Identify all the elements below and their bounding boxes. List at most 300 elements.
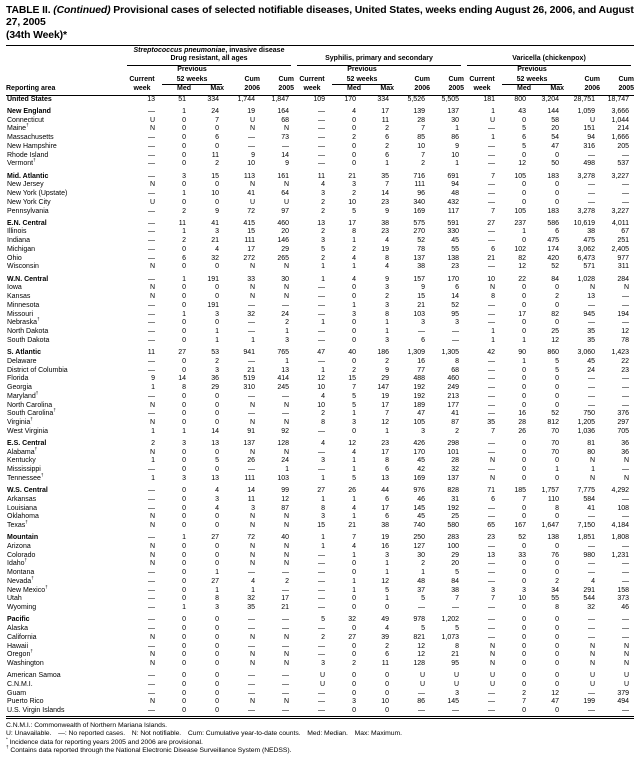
data-cell: 8 [215,595,219,603]
data-cell: 8 [352,228,356,236]
data-cell: 6 [491,245,496,253]
data-cell: 2 [385,642,389,650]
data-cell: 0 [182,586,186,594]
data-cell: — [488,466,496,474]
data-cell: 298 [447,439,460,447]
data-cell: — [282,569,289,577]
data-cell: N [149,419,155,426]
data-cell: 1 [182,310,186,318]
data-cell: 1,757 [541,487,560,495]
table-row [6,616,634,625]
data-cell: 1,744 [237,95,255,103]
data-cell: 0 [182,366,186,374]
data-cell: 12 [417,642,425,650]
data-cell: 3 [321,513,325,521]
col-max: Max [191,85,224,96]
footnote-line: † Contains data reported through the National Electronic Disease Surveillance System (NEDSS). [6,744,292,754]
data-cell: — [148,495,155,503]
data-cell: 945 [583,310,596,318]
data-cell: 12 [281,495,289,503]
data-cell: 11 [317,172,325,180]
data-cell: 3 [385,301,389,309]
data-cell: 11 [381,660,389,668]
data-cell: 0 [182,698,186,706]
data-cell: — [622,466,630,474]
data-cell: 37 [417,586,425,594]
data-cell: 0 [555,384,560,391]
data-cell: 9 [215,207,219,215]
data-cell: 0 [352,357,356,365]
data-cell: 9 [385,207,389,215]
data-cell: 245 [277,384,289,391]
table-row [6,293,634,302]
data-cell: 3 [215,604,219,612]
data-cell: 20 [551,125,560,133]
row-label: U.S. Virgin Islands [7,707,65,715]
data-cell: 1 [455,160,460,168]
data-cell: 0 [215,660,219,668]
data-cell: 45 [587,357,596,365]
data-cell: 47 [551,142,560,150]
data-cell: 82 [551,310,560,318]
data-cell: — [588,689,596,697]
data-cell: — [488,410,496,418]
data-cell: 750 [583,410,596,418]
data-cell: 41 [451,410,460,418]
col-2006: 2006 [564,85,600,96]
data-cell: — [148,328,155,336]
data-cell: — [588,181,596,189]
data-cell: 23 [487,534,496,542]
data-cell: 0 [215,142,219,150]
data-cell: — [488,375,496,383]
data-cell: 170 [344,95,356,103]
data-cell: 0 [215,551,219,559]
data-cell: 0 [522,616,527,624]
data-cell: 1 [421,569,425,577]
data-cell: 36 [621,448,630,456]
data-cell: 0 [352,595,356,603]
data-cell: 1 [352,586,356,594]
data-cell: 6 [555,228,560,236]
row-label: Arizona [7,542,31,550]
data-cell: — [488,392,496,400]
data-cell: — [148,142,155,150]
data-cell: 1 [182,604,186,612]
data-cell: 2 [285,577,289,585]
table-row [6,108,634,117]
data-cell: — [318,142,325,150]
corner-cell [6,45,124,66]
week-label: (34th Week)* [6,29,67,41]
data-cell: N [283,551,289,559]
data-cell: 977 [617,254,630,262]
data-cell: 978 [413,616,425,624]
col-52weeks: 52 weeks [500,75,564,85]
data-cell: 415 [243,219,255,227]
data-cell: 26 [247,457,255,465]
data-cell: N [149,293,155,301]
data-cell: — [452,336,460,344]
data-cell: 0 [522,237,527,245]
dagger-marker: † [45,584,48,590]
row-label: Montana [7,569,35,577]
data-cell: — [488,151,496,159]
group-header-syphilis: Syphilis, primary and secondary [294,45,464,66]
data-cell: 0 [555,616,560,624]
data-cell: 12 [551,689,560,697]
row-label: West Virginia [7,427,48,435]
data-cell: 28 [518,419,527,426]
data-cell: — [588,198,596,206]
data-cell: 35 [381,172,389,180]
data-cell: N [283,513,289,521]
data-cell: 1 [285,328,289,336]
row-label: E.S. Central [7,439,47,447]
data-cell: 94 [451,181,460,189]
data-cell: N [149,263,155,271]
data-cell: 177 [447,401,460,409]
data-cell: 1 [522,228,527,236]
data-cell: 4 [385,237,389,245]
data-cell: 192 [413,384,425,391]
data-cell: 27 [211,577,219,585]
data-cell: 0 [182,522,186,530]
data-cell: 35 [487,419,496,426]
data-cell: — [318,328,325,336]
data-cell: 7 [491,595,496,603]
data-cell: 105 [514,207,527,215]
table-row [6,475,634,484]
table-row [6,534,634,543]
data-cell: 46 [417,495,425,503]
data-cell: 0 [182,672,186,680]
data-cell: 2 [215,160,219,168]
data-cell: — [282,616,289,624]
data-cell: 0 [182,142,186,150]
data-cell: 4 [591,577,596,585]
data-cell: 1 [352,410,356,418]
data-cell: 2 [215,357,219,365]
data-cell: 105 [413,419,425,426]
data-cell: 0 [352,336,356,344]
data-cell: 4 [251,577,255,585]
data-cell: 53 [211,349,219,356]
data-cell: 1,059 [577,107,596,115]
data-cell: 48 [451,190,460,198]
data-cell: 84 [451,577,460,585]
dagger-marker: † [31,575,34,581]
data-cell: 284 [617,275,630,283]
data-cell: 3 [251,504,255,512]
row-label: New York (Upstate) [7,190,68,198]
footnotes [6,722,634,755]
data-cell: 7 [491,427,496,435]
data-cell: 6 [385,651,389,659]
data-cell: 0 [352,284,356,292]
data-cell: 0 [182,542,186,550]
data-cell: 420 [547,254,560,262]
data-cell: — [488,625,496,633]
data-cell: 0 [215,522,219,530]
data-cell: 3,060 [577,349,596,356]
data-cell: 10 [317,401,325,409]
data-cell: 1 [385,560,389,568]
data-cell: 40 [281,534,289,542]
data-cell: 0 [522,560,527,568]
data-cell: 1 [491,336,496,344]
data-cell: 25 [451,513,460,521]
data-cell: 3 [352,310,356,318]
data-cell: 0 [555,284,560,292]
row-label: North Carolina [7,401,53,409]
data-cell: 3 [182,439,186,447]
data-cell: — [488,616,496,624]
data-cell: N [149,448,155,456]
data-cell: N [149,284,155,292]
data-cell: 0 [385,689,389,697]
data-cell: — [588,301,596,309]
data-cell: 3,062 [577,245,596,253]
data-cell: 108 [617,504,630,512]
data-cell: 1 [285,357,289,365]
data-cell: 0 [182,134,186,142]
data-cell: 101 [447,448,460,456]
data-cell: 2 [352,245,356,253]
data-cell: 0 [182,401,186,409]
data-cell: 5 [385,586,389,594]
data-cell: 0 [555,375,560,383]
data-cell: 27 [317,487,325,495]
data-cell: 70 [551,427,560,435]
dagger-marker: † [26,123,29,129]
data-cell: 494 [617,698,630,706]
table-row [6,228,634,237]
data-cell: 55 [551,595,560,603]
table-row [6,246,634,255]
data-cell: 110 [547,495,560,503]
row-label: Idaho† [7,558,28,568]
data-cell: — [418,707,425,715]
col-med: Med [160,85,191,96]
row-label: Alaska [7,625,29,633]
data-cell: 537 [617,160,630,168]
data-cell: 0 [182,284,186,292]
data-cell: — [148,680,155,688]
data-cell: 38 [451,586,460,594]
data-cell: 1,808 [611,534,630,542]
data-cell: N [589,660,596,668]
data-cell: 237 [514,219,527,227]
data-cell: 0 [215,466,219,474]
data-cell: 21 [487,254,496,262]
data-cell: 35 [247,604,255,612]
data-cell: 1 [321,542,325,550]
data-cell: 47 [317,349,325,356]
data-cell: 0 [555,707,560,715]
data-cell: 1 [321,366,325,374]
data-cell: 19 [381,392,389,400]
data-cell: 21 [211,237,219,245]
data-cell: 29 [211,384,219,391]
row-label: Alabama† [7,446,38,456]
data-cell: U [319,680,325,688]
data-cell: 0 [522,439,527,447]
data-cell: 0 [215,293,219,301]
data-cell: 21 [451,651,460,659]
data-cell: N [623,457,630,465]
data-cell: 27 [178,349,186,356]
data-cell: — [318,577,325,585]
data-cell: — [622,625,630,633]
data-cell: 1 [321,263,325,271]
data-cell: 591 [447,219,460,227]
table-row [6,466,634,475]
data-cell: 13 [381,474,389,482]
data-cell: 12 [317,375,325,383]
data-cell: 0 [522,375,527,383]
data-cell: U [149,198,155,206]
data-cell: 192 [447,504,460,512]
data-cell: 6 [385,495,389,503]
data-cell: 8 [385,310,389,318]
col-current: Current [299,75,325,83]
data-cell: 102 [514,245,527,253]
data-cell: — [148,107,155,115]
data-cell: 8 [491,293,496,301]
data-cell: 0 [352,319,356,327]
data-cell: 30 [451,116,460,124]
data-cell: N [489,457,496,465]
data-cell: — [488,698,496,706]
data-cell: 111 [414,181,425,189]
data-cell: 283 [447,534,460,542]
data-cell: 205 [617,142,630,150]
data-cell: 9 [421,284,425,292]
data-cell: 25 [551,328,560,336]
data-cell: — [248,625,255,633]
data-cell: — [588,151,596,159]
data-cell: U [419,672,425,680]
data-cell: 0 [555,625,560,633]
data-cell: 5 [522,142,527,150]
data-cell: — [318,642,325,650]
data-cell: 0 [182,151,186,159]
data-cell: 0 [182,495,186,503]
data-cell: N [623,474,630,482]
data-cell: N [149,551,155,559]
data-cell: — [418,689,425,697]
row-label: Illinois [7,228,27,236]
data-cell: 6 [215,134,219,142]
data-cell: 0 [385,672,389,680]
data-cell: 1 [215,336,219,344]
data-cell: 27 [211,534,219,542]
data-cell: 24 [587,366,596,374]
data-cell: — [148,301,155,309]
data-cell: 0 [215,448,219,456]
data-cell: 7,775 [577,487,596,495]
data-cell: N [149,401,155,409]
table-row [6,95,634,104]
data-cell: 51 [178,95,186,103]
data-cell: N [249,560,255,568]
table-row [6,410,634,419]
data-cell: 103 [277,474,289,482]
data-cell: 186 [377,349,389,356]
table-row [6,513,634,522]
row-label: Puerto Rico [7,698,44,706]
data-cell: N [149,513,155,521]
data-cell: N [283,560,289,568]
data-cell: 0 [182,116,186,124]
notifiable-diseases-table [6,45,634,719]
data-cell: — [282,672,289,680]
data-cell: 272 [243,254,255,262]
data-cell: — [318,707,325,715]
data-cell: 0 [182,504,186,512]
data-cell: 5 [215,457,219,465]
data-cell: — [488,439,496,447]
row-label: Massachusetts [7,134,54,142]
data-cell: 0 [352,689,356,697]
data-cell: 1 [522,336,527,344]
row-label: Hawaii [7,642,29,650]
data-cell: 1 [491,134,496,142]
data-cell: 4 [352,448,356,456]
data-cell: 185 [514,487,527,495]
data-cell: 5 [352,474,356,482]
data-cell: 17 [381,448,389,456]
data-cell: N [283,633,289,641]
data-cell: 23 [451,263,460,271]
data-cell: 194 [617,310,630,318]
data-cell: 0 [182,125,186,133]
data-cell: 7 [385,181,389,189]
table-row [6,698,634,707]
data-cell: 0 [352,625,356,633]
data-cell: 2 [321,198,325,206]
data-cell: 340 [413,198,425,206]
data-cell: 12 [417,651,425,659]
data-cell: 2 [555,293,560,301]
data-cell: 0 [555,474,560,482]
data-cell: — [318,357,325,365]
data-cell: 7 [352,534,356,542]
table-row [6,152,634,161]
data-cell: 8 [455,642,460,650]
table-row [6,634,634,643]
data-cell: 3,204 [541,95,560,103]
row-label: Colorado [7,551,36,559]
data-cell: 4 [215,487,219,495]
table-row [6,255,634,264]
data-cell: 46 [621,604,630,612]
table-row [6,302,634,311]
data-cell: 0 [522,301,527,309]
data-cell: 5 [352,207,356,215]
data-cell: — [488,542,496,550]
data-cell: 21 [281,604,289,612]
row-label: Connecticut [7,116,44,124]
data-cell: — [148,569,155,577]
data-cell: — [318,336,325,344]
data-cell: — [282,392,289,400]
row-label: Minnesota [7,301,40,309]
data-cell: 23 [381,228,389,236]
data-cell: 137 [413,254,425,262]
data-cell: N [623,284,630,292]
